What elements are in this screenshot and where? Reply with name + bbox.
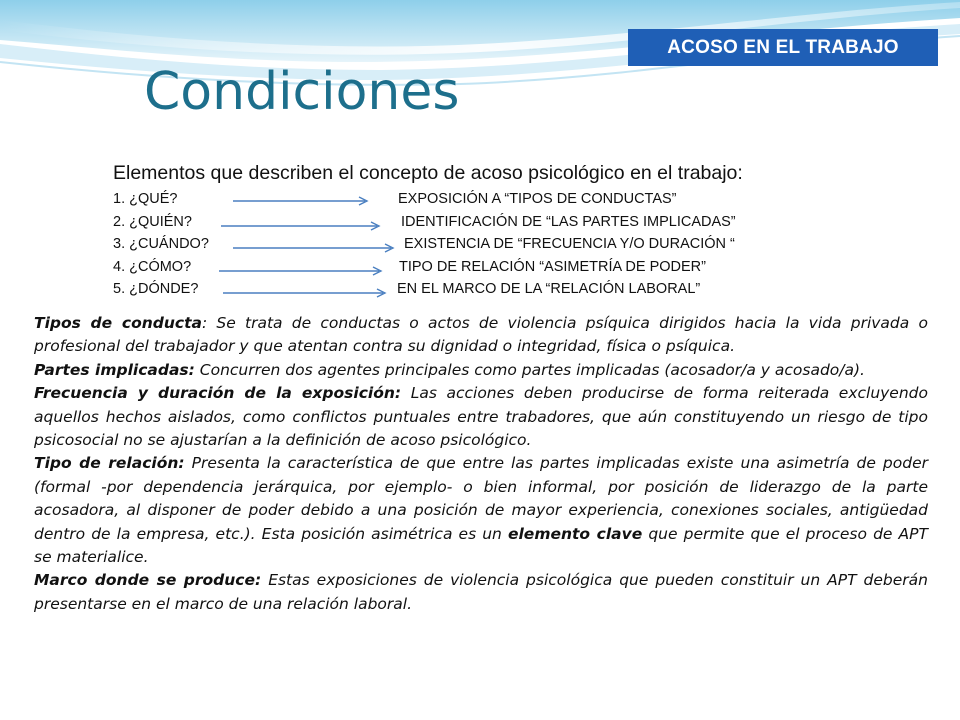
definition-term: Partes implicadas:	[34, 360, 195, 379]
question-answer: EXISTENCIA DE “FRECUENCIA Y/O DURACIÓN “	[404, 236, 735, 252]
question-row	[113, 257, 933, 280]
question-label: 5. ¿DÓNDE?	[113, 281, 199, 297]
question-answer: IDENTIFICACIÓN DE “LAS PARTES IMPLICADAS”	[401, 213, 736, 230]
question-row	[113, 189, 933, 212]
arrow-right-icon	[221, 212, 381, 234]
slide-title: Condiciones	[144, 62, 460, 122]
arrow-right-icon	[233, 234, 398, 256]
question-label: 4. ¿CÓMO?	[113, 258, 192, 275]
emphasis-text: elemento clave	[507, 524, 643, 543]
arrow-right-icon	[233, 189, 373, 211]
definition-separator	[185, 454, 192, 472]
definition-text-after: que permite que el proceso de APT se materialice.	[34, 524, 928, 567]
arrow-right-icon	[223, 279, 388, 301]
question-answer: EXPOSICIÓN A “TIPOS DE CONDUCTAS”	[398, 191, 677, 207]
definition-text: Se trata de conductas o actos de violencia psíquica dirigidos hacia la vida privada o profesional del trabajador y que atentan contra su dignidad o integridad, física o psíquica.	[34, 314, 928, 356]
definition-term: Marco donde se produce:	[34, 571, 262, 590]
arrow-right-icon	[219, 257, 384, 279]
definition-term: Frecuencia y duración de la exposición:	[34, 384, 402, 403]
question-answer: EN EL MARCO DE LA “RELACIÓN LABORAL”	[397, 281, 701, 297]
topic-badge: ACOSO EN EL TRABAJO	[628, 29, 938, 66]
definition-separator	[401, 384, 411, 402]
question-list	[113, 189, 933, 302]
definition-paragraph	[34, 452, 928, 569]
definition-text: Presenta la característica de que entre las partes implicadas existe una asimetría de poder (formal -por dependencia jerárquica, por ejemplo- o bien informal, por posición de liderazgo de la parte acosadora, al disponer de poder debido a una posición de mayor experiencia, conexiones sociales, antigüedad dentro de la empresa, etc.). Esta posición asimétrica es un	[34, 454, 928, 543]
definition-term: Tipo de relación:	[34, 454, 185, 473]
question-answer: TIPO DE RELACIÓN “ASIMETRÍA DE PODER”	[399, 258, 706, 275]
definition-paragraph	[34, 359, 928, 382]
definition-text: Concurren dos agentes principales como partes implicadas (acosador/a y acosado/a).	[199, 360, 865, 379]
definition-text: Las acciones deben producirse de forma reiterada excluyendo aquellos hechos aislados, como conflictos puntuales entre trabadores, que aún constituyendo un riesgo de tipo psicosocial no se ajustarían a la definición de acoso psicológico.	[34, 384, 928, 450]
question-label: 3. ¿CUÁNDO?	[113, 236, 209, 252]
question-label: 1. ¿QUÉ?	[113, 191, 178, 207]
question-row	[113, 234, 933, 257]
definition-paragraph	[34, 312, 928, 359]
definition-paragraph	[34, 569, 928, 616]
question-row	[113, 279, 933, 302]
definition-separator: :	[201, 314, 217, 332]
intro-text: Elementos que describen el concepto de acoso psicológico en el trabajo:	[113, 162, 743, 184]
definition-paragraph	[34, 382, 928, 452]
question-label: 2. ¿QUIÉN?	[113, 213, 192, 230]
question-row	[113, 212, 933, 235]
definition-term: Tipos de conducta	[34, 314, 202, 332]
definitions-body	[34, 312, 928, 616]
definition-text: Estas exposiciones de violencia psicológica que pueden constituir un APT deberán presentarse en el marco de una relación laboral.	[34, 571, 928, 613]
